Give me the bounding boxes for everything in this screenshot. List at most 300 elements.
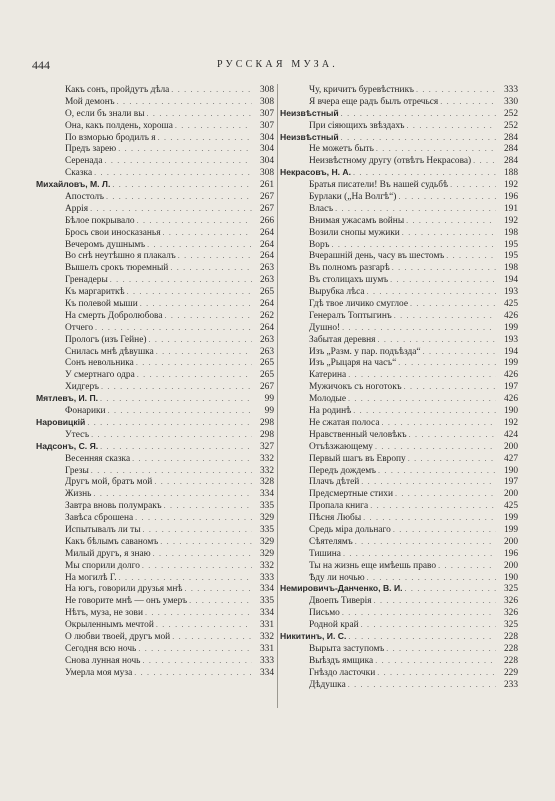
page-reference: 327 [259, 441, 274, 452]
dot-leader [377, 667, 496, 679]
dot-leader [398, 357, 496, 369]
dot-leader [106, 191, 252, 203]
poem-title: Въ полномъ разгарѣ [309, 263, 390, 274]
page-reference: 228 [503, 631, 518, 642]
poem-title: Испытывалъ ли ты [65, 524, 141, 535]
index-entry [36, 239, 274, 251]
page-reference: 193 [503, 334, 518, 345]
index-entry [36, 191, 274, 203]
dot-leader [375, 655, 496, 667]
index-author-heading [36, 417, 274, 429]
index-entry [280, 536, 518, 548]
page-reference: 304 [259, 144, 274, 155]
page-reference: 99 [264, 394, 274, 405]
poem-title: Какъ бѣлымъ саваномъ [65, 536, 159, 547]
author-name: Неизвѣстный [280, 107, 339, 118]
dot-leader [142, 560, 252, 572]
index-entry [280, 512, 518, 524]
dot-leader [335, 203, 496, 215]
index-entry [280, 215, 518, 227]
index-entry [36, 405, 274, 417]
index-entry [36, 274, 274, 286]
dot-leader [348, 631, 496, 643]
index-entry [36, 655, 274, 667]
page-reference: 325 [503, 620, 518, 631]
dot-leader [136, 357, 252, 369]
page-reference: 329 [259, 536, 274, 547]
author-name: Немировичъ-Данченко, В. И. [280, 583, 403, 594]
poem-title: О любви твоей, другъ мой [65, 631, 171, 642]
page-reference: 233 [503, 679, 518, 690]
dot-leader [348, 393, 496, 405]
index-entry [36, 476, 274, 488]
poem-title: Первый шагъ въ Европу [309, 453, 406, 464]
index-entry [36, 381, 274, 393]
dot-leader [450, 179, 496, 191]
poem-title: Мой демонъ [65, 96, 115, 107]
page-reference: 333 [259, 655, 274, 666]
poem-title: При сіяющихъ звѣздахъ [309, 120, 405, 131]
index-entry [36, 167, 274, 179]
index-author-heading [280, 108, 518, 120]
dot-leader [172, 631, 252, 643]
page-reference: 265 [259, 370, 274, 381]
page-reference: 265 [259, 287, 274, 298]
dot-leader [147, 108, 252, 120]
index-author-heading [280, 583, 518, 595]
page-reference: 192 [503, 180, 518, 191]
page-reference: 198 [503, 263, 518, 274]
page-reference: 190 [503, 572, 518, 583]
index-entry [36, 465, 274, 477]
dot-leader [135, 512, 252, 524]
poem-title: Серенада [65, 156, 103, 167]
page-reference: 264 [259, 299, 274, 310]
poem-title: Брось свои иносказанья [65, 227, 161, 238]
index-entry [280, 619, 518, 631]
dot-leader [140, 298, 252, 310]
index-column-left [36, 84, 274, 679]
dot-leader [145, 607, 252, 619]
index-entry [36, 524, 274, 536]
dot-leader [355, 536, 496, 548]
index-entry [36, 357, 274, 369]
poem-title: Сказка [65, 168, 93, 179]
page-reference: 196 [503, 192, 518, 203]
poem-title: Аррія [65, 203, 89, 214]
author-name: Неизвѣстный [280, 131, 339, 142]
dot-leader [394, 310, 496, 322]
running-title: РУССКАЯ МУЗА. [217, 59, 338, 70]
page-reference: 198 [503, 227, 518, 238]
index-entry [280, 203, 518, 215]
author-name: Никитинъ, И. С. [280, 630, 347, 641]
page-reference: 199 [503, 524, 518, 535]
poem-title: Средь міра дольнаго [309, 524, 391, 535]
index-entry [280, 417, 518, 429]
poem-title: Къ маргариткѣ [65, 287, 125, 298]
dot-leader [393, 524, 496, 536]
poem-title: Сонъ невольника [65, 358, 134, 369]
dot-leader [119, 572, 252, 584]
page-reference: 426 [503, 310, 518, 321]
dot-leader [473, 155, 496, 167]
poem-title: Вышелъ срокъ тюремный [65, 263, 169, 274]
dot-leader [402, 227, 496, 239]
poem-title: Забытая деревня [309, 334, 376, 345]
column-divider [277, 84, 278, 708]
poem-title: Власъ [309, 203, 334, 214]
dot-leader [395, 488, 496, 500]
dot-leader [408, 453, 496, 465]
poem-title: Вчерашній день, часу въ шестомъ [309, 251, 445, 262]
index-entry [280, 476, 518, 488]
page-reference: 335 [259, 596, 274, 607]
poem-title: Передъ дождемъ [309, 465, 377, 476]
poem-title: Завѣса сброшена [65, 513, 134, 524]
page-header [32, 58, 523, 74]
poem-title: Фонарики [65, 406, 106, 417]
page-reference: 329 [259, 548, 274, 559]
page-reference: 333 [503, 85, 518, 95]
index-author-heading [36, 179, 274, 191]
dot-leader [171, 84, 252, 96]
page-reference: 197 [503, 382, 518, 393]
index-entry [280, 441, 518, 453]
page-reference: 200 [503, 560, 518, 571]
dot-leader [105, 155, 253, 167]
index-entry [280, 488, 518, 500]
dot-leader [160, 536, 252, 548]
index-entry [36, 631, 274, 643]
index-author-heading [280, 167, 518, 179]
page-reference: 188 [503, 168, 518, 179]
poem-title: Утесъ [65, 429, 90, 440]
dot-leader [117, 96, 252, 108]
dot-leader [184, 583, 252, 595]
index-entry [36, 572, 274, 584]
index-entry [36, 322, 274, 334]
page-reference: 195 [503, 239, 518, 250]
poem-title: Мы спорили долго [65, 560, 140, 571]
poem-title: У смертнаго одра [65, 370, 135, 381]
poem-title: Изъ „Рыцаря на часъ“ [309, 358, 397, 369]
page-reference: 199 [503, 358, 518, 369]
index-entry [36, 346, 274, 358]
index-entry [280, 667, 518, 679]
poem-title: Душно! [309, 322, 341, 333]
page-reference: 330 [503, 96, 518, 107]
index-entry [280, 179, 518, 191]
poem-title: Я вчера еще радъ былъ отречься [309, 96, 439, 107]
poem-title: Родной край [309, 620, 359, 631]
page-reference: 426 [503, 370, 518, 381]
dot-leader [331, 239, 496, 251]
author-name: Некрасовъ, Н. А. [280, 167, 352, 178]
dot-leader [341, 108, 496, 120]
index-entry [36, 108, 274, 120]
page-reference: 325 [503, 584, 518, 595]
dot-leader [416, 84, 496, 96]
page-reference: 333 [259, 572, 274, 583]
index-entry [36, 262, 274, 274]
page-reference: 284 [503, 156, 518, 167]
index-entry [36, 132, 274, 144]
dot-leader [446, 250, 496, 262]
page-reference: 264 [259, 322, 274, 333]
page-reference: 267 [259, 382, 274, 393]
poem-title: Сегодня всю ночь [65, 643, 137, 654]
poem-title: О, если бъ знали вы [65, 108, 145, 119]
poem-title: Не сжатая полоса [309, 417, 380, 428]
index-entry [280, 595, 518, 607]
dot-leader [348, 679, 496, 691]
dot-leader [404, 381, 496, 393]
poem-title: Ѣду ли ночью [309, 572, 365, 583]
poem-title: Завтра вновь полумракъ [65, 501, 162, 512]
page-reference: 228 [503, 655, 518, 666]
index-entry [36, 536, 274, 548]
poem-title: Весенняя сказка [65, 453, 131, 464]
poem-title: Милый другъ, я знаю [65, 548, 151, 559]
dot-leader [342, 607, 496, 619]
dot-leader [407, 120, 496, 132]
dot-leader [378, 334, 497, 346]
index-entry [280, 500, 518, 512]
page-reference: 307 [259, 108, 274, 119]
dot-leader [164, 500, 252, 512]
page-reference: 329 [259, 513, 274, 524]
index-entry [36, 143, 274, 155]
page-reference: 266 [259, 215, 274, 226]
poem-title: Дѣдушка [309, 679, 346, 690]
page-reference: 264 [259, 251, 274, 262]
page-reference: 199 [503, 513, 518, 524]
index-entry [280, 524, 518, 536]
dot-leader [94, 167, 252, 179]
page-reference: 332 [259, 465, 274, 476]
page-reference: 334 [259, 489, 274, 500]
poem-title: Предсмертные стихи [309, 489, 393, 500]
index-entry [280, 465, 518, 477]
page-reference: 192 [503, 417, 518, 428]
index-entry [280, 143, 518, 155]
page-reference: 334 [259, 608, 274, 619]
page-reference: 308 [259, 168, 274, 179]
index-author-heading [280, 631, 518, 643]
index-entry [280, 357, 518, 369]
index-entry [36, 215, 274, 227]
dot-leader [127, 286, 252, 298]
index-entry [280, 334, 518, 346]
page-reference: 263 [259, 275, 274, 286]
poem-title: Братья писатели! Въ нашей судьбѣ [309, 180, 449, 191]
dot-leader [110, 274, 252, 286]
dot-leader [374, 595, 496, 607]
dot-leader [93, 488, 252, 500]
dot-leader [175, 120, 252, 132]
poem-title: Письмо [309, 608, 340, 619]
dot-leader [156, 619, 252, 631]
index-entry [280, 227, 518, 239]
index-entry [36, 560, 274, 572]
index-entry [280, 393, 518, 405]
poem-title: Снилась мнѣ дѣвушка [65, 346, 154, 357]
index-entry [280, 405, 518, 417]
dot-leader [112, 179, 252, 191]
index-entry [36, 548, 274, 560]
poem-title: Прологъ (изъ Гейне) [65, 334, 147, 345]
poem-title: Катерина [309, 370, 347, 381]
poem-title: Нѣтъ, муза, не зови [65, 608, 143, 619]
dot-leader [148, 334, 252, 346]
poem-title: Хидгеръ [65, 382, 99, 393]
index-entry [280, 250, 518, 262]
dot-leader [410, 298, 496, 310]
poem-title: Ты на жизнь еще имѣешь право [309, 560, 437, 571]
dot-leader [342, 322, 496, 334]
index-entry [36, 500, 274, 512]
dot-leader [101, 381, 252, 393]
index-entry [280, 96, 518, 108]
poem-title: Бурлаки („На Волгѣ“) [309, 192, 397, 203]
poem-title: Вырыта заступомъ [309, 643, 385, 654]
page-number: 444 [32, 58, 50, 72]
index-entry [280, 239, 518, 251]
dot-leader [363, 512, 496, 524]
page-reference: 191 [503, 203, 518, 214]
dot-leader [143, 524, 253, 536]
poem-title: Бѣлое покрывало [65, 215, 135, 226]
index-entry [36, 203, 274, 215]
page-reference: 194 [503, 346, 518, 357]
page-reference: 334 [259, 667, 274, 678]
index-entry [280, 548, 518, 560]
dot-leader [178, 250, 252, 262]
index-entry [36, 227, 274, 239]
poem-title: Внимая ужасамъ войны [309, 215, 405, 226]
dot-leader [95, 322, 252, 334]
poem-title: Отчего [65, 322, 94, 333]
index-entry [280, 262, 518, 274]
poem-title: Не можетъ быть [309, 144, 374, 155]
dot-leader [398, 191, 496, 203]
page-reference: 264 [259, 227, 274, 238]
dot-leader [132, 453, 252, 465]
poem-title: На югъ, говорили друзья мнѣ [65, 584, 183, 595]
index-entry [280, 369, 518, 381]
page-reference: 308 [259, 96, 274, 107]
dot-leader [100, 441, 252, 453]
dot-leader [137, 369, 252, 381]
page-reference: 262 [259, 310, 274, 321]
dot-leader [108, 405, 252, 417]
dot-leader [147, 239, 252, 251]
poem-title: Гнѣздо ласточки [309, 667, 376, 678]
page-reference: 332 [259, 453, 274, 464]
poem-title: По взморью бродилъ я [65, 132, 156, 143]
poem-title: Во снѣ неутѣшно я плакалъ [65, 251, 176, 262]
author-name: Мятлевъ, И. П. [36, 393, 99, 404]
poem-title: Вечеромъ душнымъ [65, 239, 146, 250]
dot-leader [386, 643, 496, 655]
page-reference: 252 [503, 108, 518, 119]
index-entry [280, 191, 518, 203]
dot-leader [375, 441, 496, 453]
poem-title: Вырубка лѣса [309, 287, 365, 298]
poem-title: Плачъ дѣтей [309, 477, 360, 488]
page-reference: 331 [259, 620, 274, 631]
poem-title: Отъѣзжающему [309, 441, 373, 452]
index-entry [36, 334, 274, 346]
dot-leader [90, 203, 252, 215]
index-entry [36, 369, 274, 381]
poem-title: Предъ зарею [65, 144, 117, 155]
page-reference: 334 [259, 584, 274, 595]
poem-title: Неизвѣстному другу (отвѣтъ Некрасова) [309, 156, 472, 167]
poem-title: Тишина [309, 548, 341, 559]
poem-title: Въ столицахъ шумъ [309, 275, 389, 286]
dot-leader [153, 548, 252, 560]
index-entry [280, 453, 518, 465]
index-entry [36, 595, 274, 607]
poem-title: Мужичокъ съ ноготокъ [309, 382, 402, 393]
dot-leader [170, 262, 252, 274]
poem-title: Другъ мой, братъ мой [65, 477, 153, 488]
dot-leader [341, 132, 496, 144]
page-reference: 427 [503, 453, 518, 464]
poem-title: Гдѣ твое личико смуглое [309, 299, 409, 310]
dot-leader [137, 215, 252, 227]
index-entry [36, 310, 274, 322]
index-entry [280, 155, 518, 167]
index-entry [36, 583, 274, 595]
page-reference: 228 [503, 643, 518, 654]
index-author-heading [280, 132, 518, 144]
author-name: Надсонъ, С. Я. [36, 440, 99, 451]
page-reference: 192 [503, 215, 518, 226]
page-reference: 332 [259, 631, 274, 642]
page-reference: 425 [503, 501, 518, 512]
poem-title: На родинѣ [309, 406, 352, 417]
index-entry [280, 679, 518, 691]
index-entry [280, 274, 518, 286]
dot-leader [156, 346, 252, 358]
poem-title: Гренадеры [65, 275, 108, 286]
dot-leader [361, 619, 496, 631]
index-author-heading [36, 393, 274, 405]
page-reference: 298 [259, 429, 274, 440]
poem-title: Пѣсня Любы [309, 513, 362, 524]
page-reference: 196 [503, 548, 518, 559]
dot-leader [378, 465, 496, 477]
dot-leader [142, 655, 252, 667]
dot-leader [163, 227, 252, 239]
page-reference: 328 [259, 477, 274, 488]
dot-leader [370, 500, 496, 512]
page-reference: 193 [503, 287, 518, 298]
index-entry [36, 619, 274, 631]
dot-leader [343, 548, 496, 560]
poem-title: Воръ [309, 239, 330, 250]
poem-title: На смерть Добролюбова [65, 310, 163, 321]
poem-title: Грезы [65, 465, 89, 476]
dot-leader [138, 643, 252, 655]
index-entry [280, 381, 518, 393]
page-reference: 195 [503, 251, 518, 262]
poem-title: На могилѣ Г. [65, 572, 117, 583]
dot-leader [367, 572, 496, 584]
